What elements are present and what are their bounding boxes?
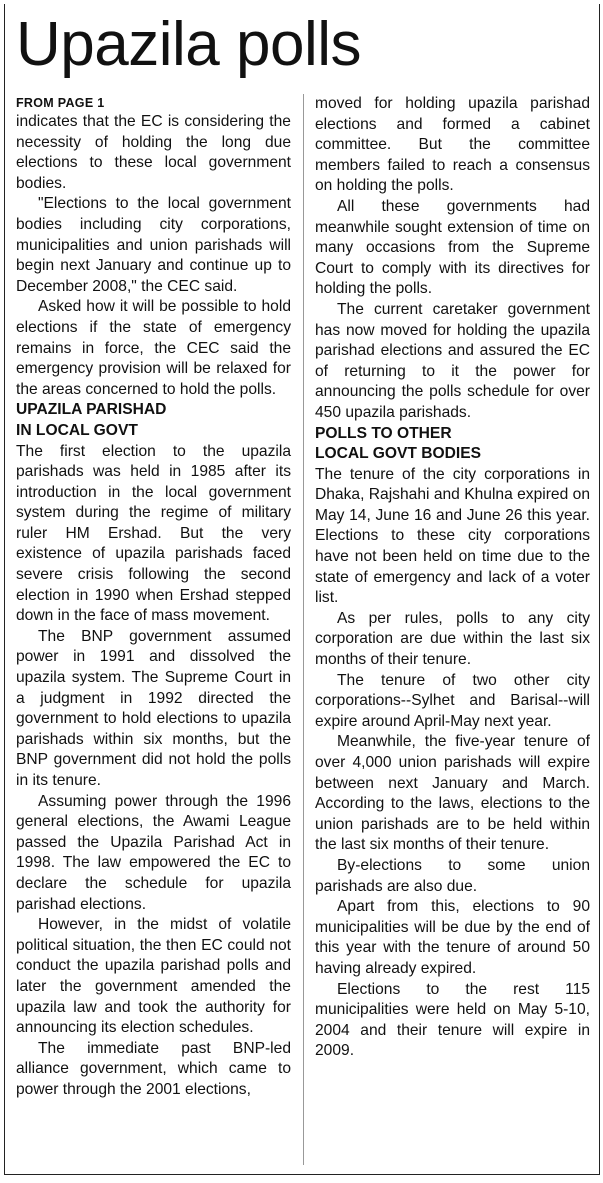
paragraph: moved for holding upazila parishad elections and formed a cabinet committee. But the committee members failed to reach a consensus on holding the polls.	[315, 95, 590, 195]
paragraph: Meanwhile, the five-year tenure of over 4,000 union parishads will expire between next January and March. According to the laws, elections to the union parishads are to be held within the last six months of their tenure.	[315, 733, 590, 854]
left-border-rule	[4, 4, 5, 1175]
paragraph: Asked how it will be possible to hold elections if the state of emergency remains in force, the CEC said the emergency provision will be relaxed for the areas concerned to hold the polls.	[16, 298, 291, 398]
paragraph: However, in the midst of volatile political situation, the then EC could not conduct the upazila parishad polls and later the government amended the upazila law and took the authority for announcing its election schedules.	[16, 916, 291, 1037]
right-column	[315, 94, 590, 1062]
paragraph: "Elections to the local government bodies including city corporations, municipalities and union parishads will begin next January and continue up to December 2008," the CEC said.	[16, 195, 291, 295]
paragraph: The first election to the upazila parishads was held in 1985 after its introduction in the local government system during the regime of military ruler HM Ershad. But the very existence of upazila parishads faced severe crisis following the second election in 1990 when Ershad stepped down in the face of mass movement.	[16, 442, 291, 625]
paragraph: The current caretaker government has now moved for holding the upazila parishad elections and assured the EC of returning to it the power for announcing the polls schedule for over 450 upazila parishads.	[315, 300, 590, 421]
right-border-rule	[599, 4, 600, 1175]
paragraph: indicates that the EC is considering the necessity of holding the long due elections to these local government bodies.	[16, 113, 291, 192]
subheading: POLLS TO OTHER	[315, 424, 452, 442]
paragraph: Apart from this, elections to 90 municipalities will be due by the end of this year with the tenure of around 50 having already expired.	[315, 898, 590, 977]
paragraph: Elections to the rest 115 municipalities were held on May 5-10, 2004 and their tenure will expire in 2009.	[315, 980, 590, 1060]
paragraph: The immediate past BNP-led alliance government, which came to power through the 2001 elections,	[16, 1039, 291, 1098]
left-column	[16, 94, 291, 1101]
paragraph: As per rules, polls to any city corporation are due within the last six months of their tenure.	[315, 609, 590, 669]
paragraph: By-elections to some union parishads are also due.	[315, 856, 590, 895]
paragraph: The BNP government assumed power in 1991 and dissolved the upazila system. The Supreme Court in a judgment in 1992 directed the government to hold elections to upazila parishads within six months, but the BNP government did not hold the polls in its tenure.	[16, 627, 291, 789]
column-divider	[303, 94, 304, 1165]
subheading: IN LOCAL GOVT	[16, 421, 138, 439]
subheading: UPAZILA PARISHAD	[16, 401, 167, 419]
bottom-border-rule	[4, 1174, 600, 1175]
from-page-label: FROM PAGE 1	[16, 96, 105, 110]
paragraph: All these governments had meanwhile sought extension of time on many occasions from the Supreme Court to comply with its directives for holding the polls.	[315, 197, 590, 298]
subheading: LOCAL GOVT BODIES	[315, 445, 482, 463]
paragraph: The tenure of two other city corporations--Sylhet and Barisal--will expire around April-May next year.	[315, 671, 590, 730]
article-headline: Upazila polls	[16, 10, 362, 79]
paragraph: The tenure of the city corporations in Dhaka, Rajshahi and Khulna expired on May 14, June 16 and June 26 this year. Elections to these city corporations have not been held on time due to the state of emergency and lack of a voter list.	[315, 465, 590, 607]
paragraph: Assuming power through the 1996 general elections, the Awami League passed the Upazila Parishad Act in 1998. The law empowered the EC to declare the schedule for upazila parishad elections.	[16, 792, 291, 913]
